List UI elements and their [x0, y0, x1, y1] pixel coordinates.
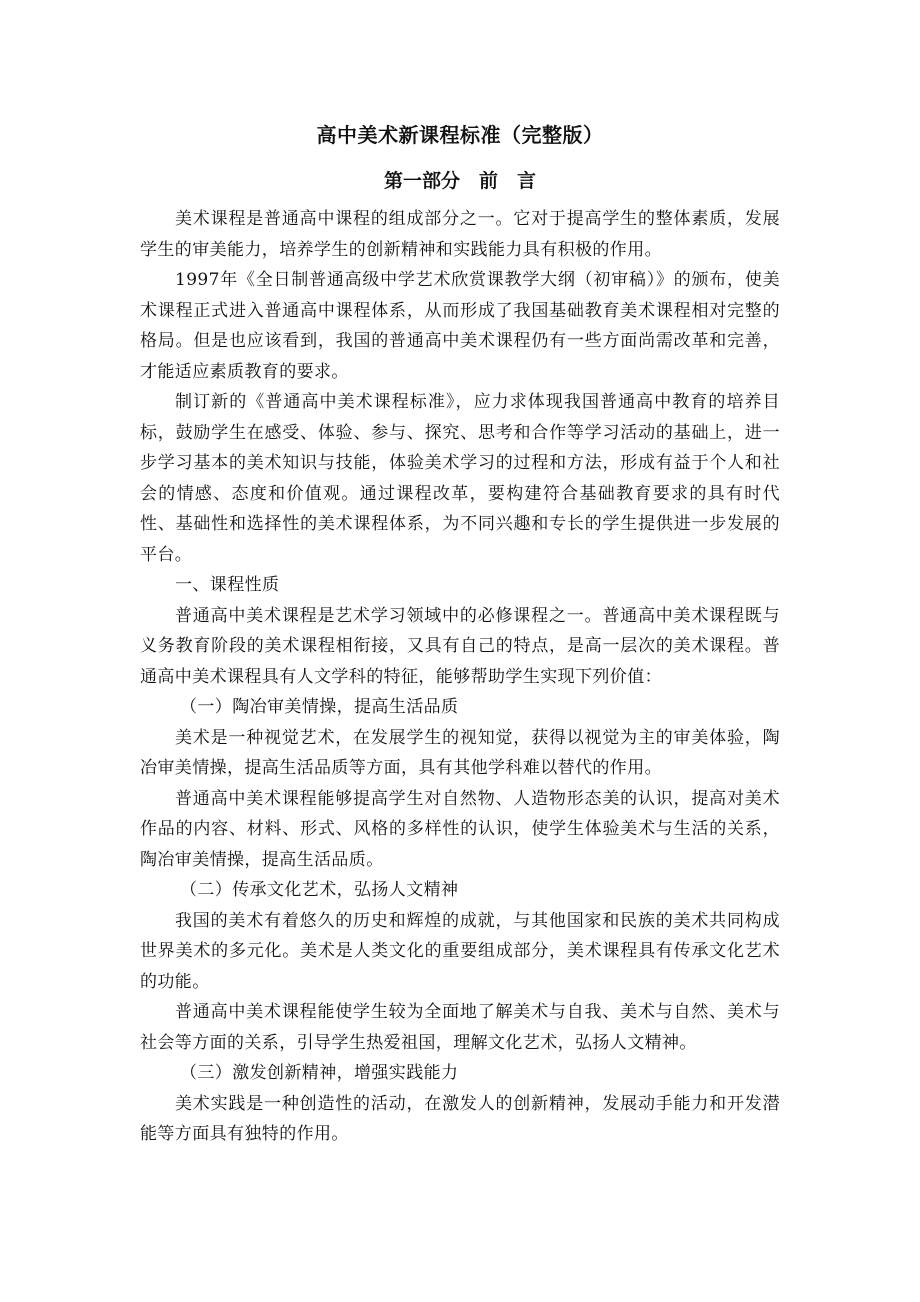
paragraph: 1997年《全日制普通高级中学艺术欣赏课教学大纲（初审稿）》的颁布，使美术课程正式进入普通高中课程体系，从而形成了我国基础教育美术课程相对完整的格局。但是也应该看到，我国的普通高中美术课程仍有一些方面尚需改革和完善，才能适应素质教育的要求。: [140, 270, 780, 382]
paragraph: 美术课程是普通高中课程的组成部分之一。它对于提高学生的整体素质，发展学生的审美能力，培养学生的创新精神和实践能力具有积极的作用。: [140, 209, 780, 260]
paragraph: 制订新的《普通高中美术课程标准》，应力求体现我国普通高中教育的培养目标，鼓励学生在感受、体验、参与、探究、思考和合作等学习活动的基础上，进一步学习基本的美术知识与技能，体验美术学习的过程和方法，形成有益于个人和社会的情感、态度和价值观。通过课程改革，要构建符合基础教育要求的具有时代性、基础性和选择性的美术课程体系，为不同兴趣和专长的学生提供进一步发展的平台。: [140, 392, 780, 565]
document-body: [140, 120, 780, 1150]
subsection-heading: （二）传承文化艺术，弘扬人文精神: [180, 880, 459, 900]
document-text: [140, 204, 780, 1150]
document-title: 高中美术新课程标准（完整版）: [316, 123, 604, 147]
paragraph: 普通高中美术课程是艺术学习领域中的必修课程之一。普通高中美术课程既与义务教育阶段的美术课程相衔接，又具有自己的特点，是高一层次的美术课程。普通高中美术课程具有人文学科的特征，能够帮助学生实现下列价值：: [140, 605, 780, 687]
paragraph: 普通高中美术课程能够提高学生对自然物、人造物形态美的认识，提高对美术作品的内容、材料、形式、风格的多样性的认识，使学生体验美术与生活的关系，陶冶审美情操，提高生活品质。: [140, 788, 780, 870]
paragraph: 我国的美术有着悠久的历史和辉煌的成就，与其他国家和民族的美术共同构成世界美术的多元化。美术是人类文化的重要组成部分，美术课程具有传承文化艺术的功能。: [140, 910, 780, 992]
subsection-heading: （三）激发创新精神，增强实践能力: [180, 1063, 459, 1083]
subsection-heading: （一）陶冶审美情操，提高生活品质: [180, 697, 459, 717]
paragraph: 普通高中美术课程能使学生较为全面地了解美术与自我、美术与自然、美术与社会等方面的关系，引导学生热爱祖国，理解文化艺术，弘扬人文精神。: [140, 1002, 780, 1053]
paragraph: 美术实践是一种创造性的活动，在激发人的创新精神，发展动手能力和开发潜能等方面具有独特的作用。: [140, 1093, 780, 1144]
paragraph: 美术是一种视觉艺术，在发展学生的视知觉，获得以视觉为主的审美体验，陶冶审美情操，提高生活品质等方面，具有其他学科难以替代的作用。: [140, 727, 780, 778]
part-title: 第一部分 前 言: [383, 170, 536, 192]
section-heading: 一、课程性质: [175, 575, 280, 595]
